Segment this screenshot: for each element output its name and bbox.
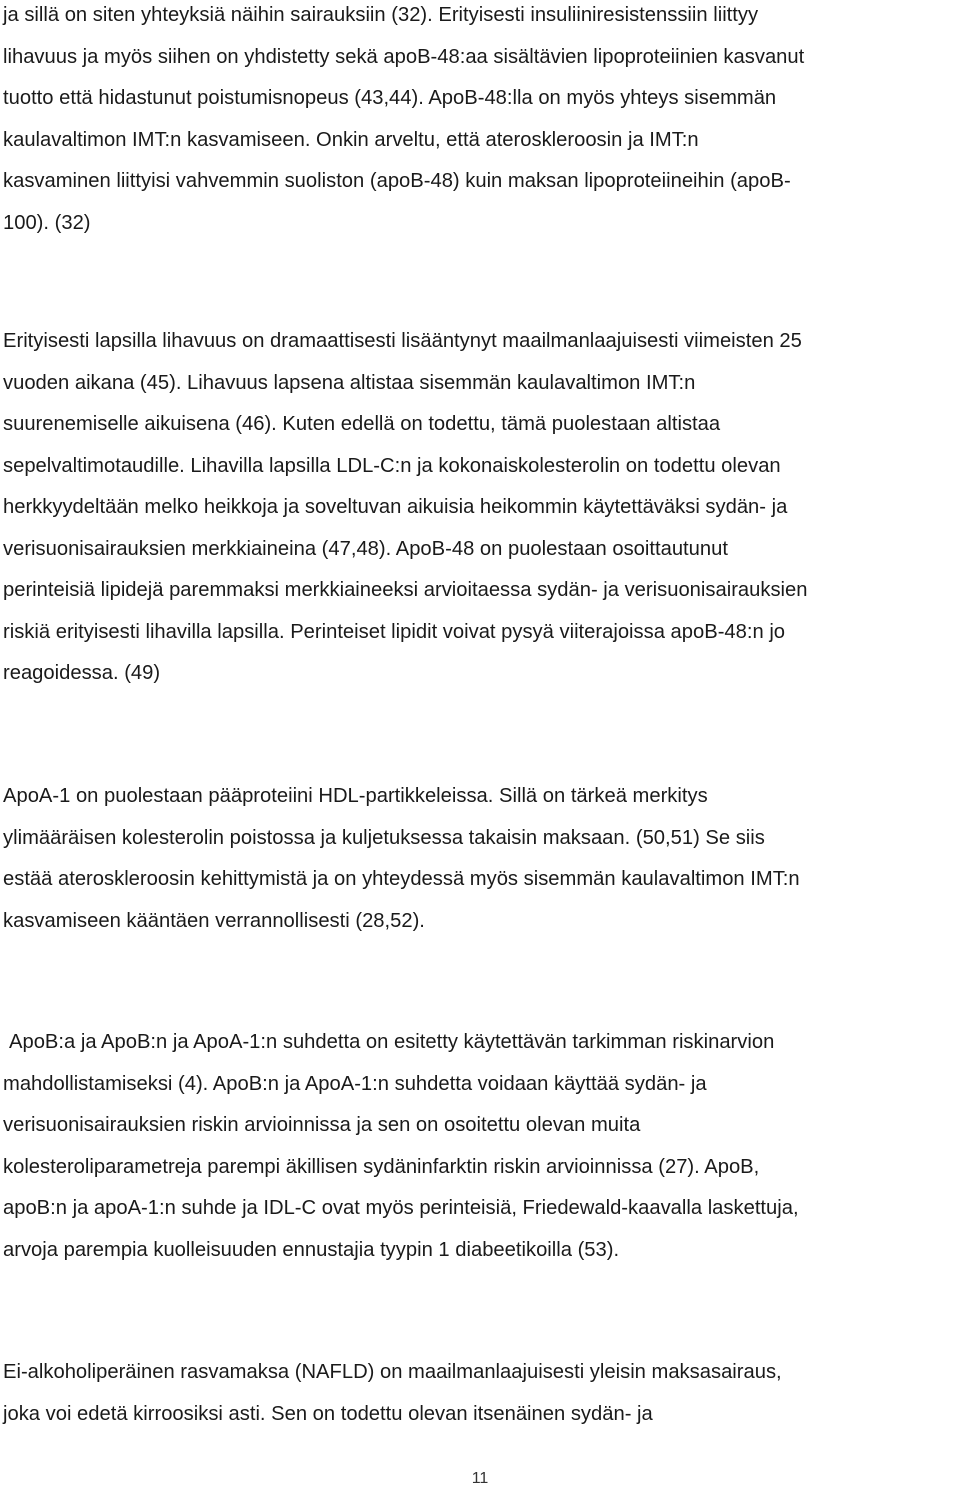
paragraph-apob48-insulin-resistance bbox=[3, 0, 959, 244]
text-line: ApoB:a ja ApoB:n ja ApoA-1:n suhdetta on esitetty käytettävän tarkimman riskinarvion bbox=[9, 1031, 775, 1053]
text-line: suurenemiselle aikuisena (46). Kuten edellä on todettu, tämä puolestaan altistaa bbox=[3, 413, 721, 435]
text-line: sepelvaltimotaudille. Lihavilla lapsilla LDL-C:n ja kokonaiskolesterolin on todettu olevan bbox=[3, 454, 781, 477]
text-line: ja sillä on siten yhteyksiä näihin sairauksiin (32). Erityisesti insuliiniresistenssiin liittyy bbox=[3, 4, 759, 26]
text-line: estää ateroskleroosin kehittymistä ja on yhteydessä myös sisemmän kaulavaltimon IMT:n bbox=[3, 868, 800, 890]
paragraph-apoa1 bbox=[3, 776, 959, 942]
text-line: Ei-alkoholiperäinen rasvamaksa (NAFLD) on maailmanlaajuisesti yleisin maksasairaus, bbox=[3, 1361, 782, 1383]
text-line: verisuonisairauksien merkkiaineina (47,48). ApoB-48 on puolestaan osoittautunut bbox=[3, 537, 728, 560]
text-line: joka voi edetä kirroosiksi asti. Sen on todettu olevan itsenäinen sydän- ja bbox=[3, 1402, 653, 1425]
text-line: kolesteroliparametreja parempi äkillisen sydäninfarktin riskin arvioinnissa (27). ApoB, bbox=[3, 1155, 760, 1178]
text-line: 100). (32) bbox=[3, 211, 91, 234]
text-line: reagoidessa. (49) bbox=[3, 662, 161, 684]
page-number: 11 bbox=[471, 1470, 489, 1487]
text-line: kasvaminen liittyisi vahvemmin suoliston (apoB-48) kuin maksan lipoproteiineihin (apoB- bbox=[3, 170, 791, 192]
paragraph-apob-apoa1-ratio bbox=[3, 1022, 959, 1271]
text-line: kasvamiseen kääntäen verrannollisesti (28,52). bbox=[3, 909, 425, 932]
text-line: mahdollistamiseksi (4). ApoB:n ja ApoA-1:n suhdetta voidaan käyttää sydän- ja bbox=[3, 1072, 707, 1095]
text-line: vuoden aikana (45). Lihavuus lapsena altistaa sisemmän kaulavaltimon IMT:n bbox=[3, 371, 696, 394]
text-line: arvoja parempia kuolleisuuden ennustajia tyypin 1 diabeetikoilla (53). bbox=[3, 1238, 620, 1261]
text-line: ApoA-1 on puolestaan pääproteiini HDL-partikkeleissa. Sillä on tärkeä merkitys bbox=[3, 785, 708, 807]
text-line: verisuonisairauksien riskin arvioinnissa ja sen on osoitettu olevan muita bbox=[3, 1114, 641, 1136]
text-line: apoB:n ja apoA-1:n suhde ja IDL-C ovat myös perinteisiä, Friedewald-kaavalla laskettuja, bbox=[3, 1197, 799, 1219]
text-line: riskiä erityisesti lihavilla lapsilla. Perinteiset lipidit voivat pysyä viiterajoissa apoB-48:n jo bbox=[3, 620, 786, 643]
paragraph-childhood-obesity bbox=[3, 321, 959, 695]
text-line: herkkyydeltään melko heikkoja ja soveltuvan aikuisia heikommin käytettäväksi sydän- ja bbox=[3, 496, 788, 518]
text-line: ylimääräisen kolesterolin poistossa ja kuljetuksessa takaisin maksaan. (50,51) Se siis bbox=[3, 826, 765, 849]
text-line: kaulavaltimon IMT:n kasvamiseen. Onkin arveltu, että ateroskleroosin ja IMT:n bbox=[3, 128, 699, 151]
text-line: Erityisesti lapsilla lihavuus on dramaattisesti lisääntynyt maailmanlaajuisesti viimeisten 25 bbox=[3, 330, 802, 352]
text-line: perinteisiä lipidejä paremmaksi merkkiaineeksi arvioitaessa sydän- ja verisuonisairauksien bbox=[3, 579, 808, 601]
text-line: lihavuus ja myös siihen on yhdistetty sekä apoB-48:aa sisältävien lipoproteiinien kasvanut bbox=[3, 45, 805, 68]
text-line: tuotto että hidastunut poistumisnopeus (43,44). ApoB-48:lla on myös yhteys sisemmän bbox=[3, 87, 777, 109]
paragraph-nafld bbox=[3, 1352, 959, 1435]
